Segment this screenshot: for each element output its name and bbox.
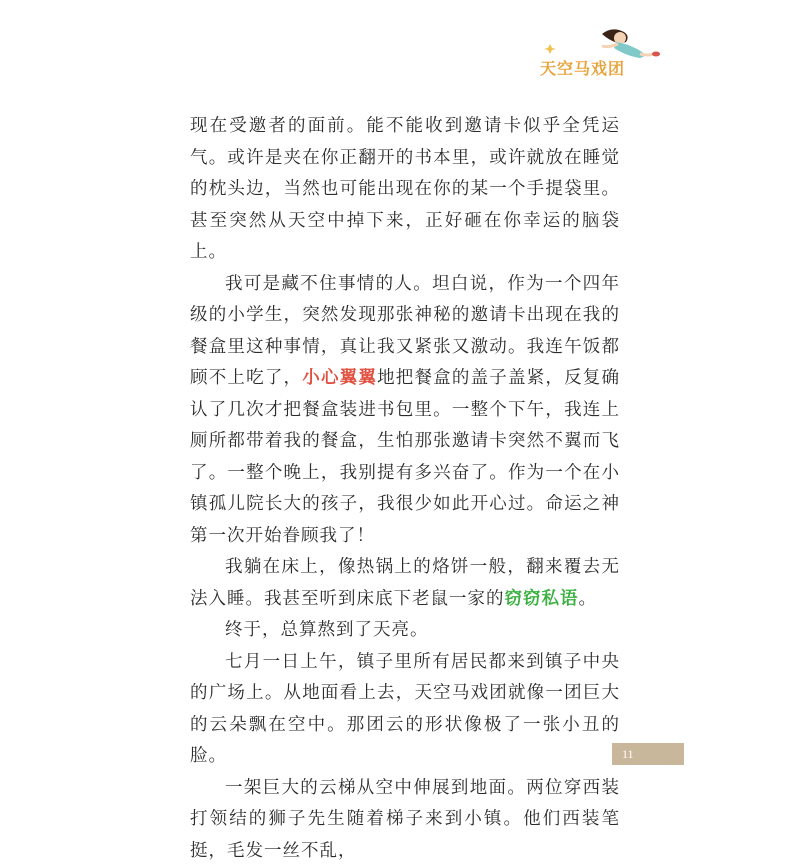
page-header <box>520 24 670 84</box>
paragraph-3 <box>190 552 620 615</box>
highlight-word-1: 小心翼翼 <box>302 368 377 388</box>
paragraph-2 <box>190 269 620 553</box>
body-text <box>190 111 620 867</box>
paragraph-5: 七月一日上午，镇子里所有居民都来到镇子中央的广场上。从地面看上去，天空马戏团就像一团巨大的云朵飘在空中。那团云的形状像极了一张小丑的脸。 <box>190 647 620 773</box>
paragraph-3-start: 我躺在床上，像热锅上的烙饼一般，翻来覆去无法入睡。我甚至听到床底下老鼠一家的 <box>190 557 620 609</box>
paragraph-1: 现在受邀者的面前。能不能收到邀请卡似乎全凭运气。或许是夹在你正翻开的书本里，或许就放在睡觉的枕头边，当然也可能出现在你的某一个手提袋里。甚至突然从天空中掉下来，正好砸在你幸运的脑袋上。 <box>190 111 620 269</box>
paragraph-3-end: 。 <box>579 589 598 609</box>
paragraph-2-start: 我可是藏不住事情的人。坦白说，作为一个四年级的小学生，突然发现那张神秘的邀请卡出现在我的餐盒里这种事情，真让我又紧张又激动。我连午饭都顾不上吃了， <box>190 274 620 389</box>
paragraph-2-end: 地把餐盒的盖子盖紧，反复确认了几次才把餐盒装进书包里。一整个下午，我连上厕所都带着我的餐盒，生怕那张邀请卡突然不翼而飞了。一整个晚上，我别提有多兴奋了。作为一个在小镇孤儿院长大的孩子，我很少如此开心过。命运之神第一次开始眷顾我了！ <box>190 368 620 546</box>
paragraph-4: 终于，总算熬到了天亮。 <box>190 615 620 647</box>
page-number: 11 <box>612 743 684 765</box>
running-title: 天空马戏团 <box>540 56 650 79</box>
highlight-word-2: 窃窃私语 <box>505 589 579 609</box>
paragraph-6: 一架巨大的云梯从空中伸展到地面。两位穿西装打领结的狮子先生随着梯子来到小镇。他们西装笔挺，毛发一丝不乱， <box>190 773 620 867</box>
